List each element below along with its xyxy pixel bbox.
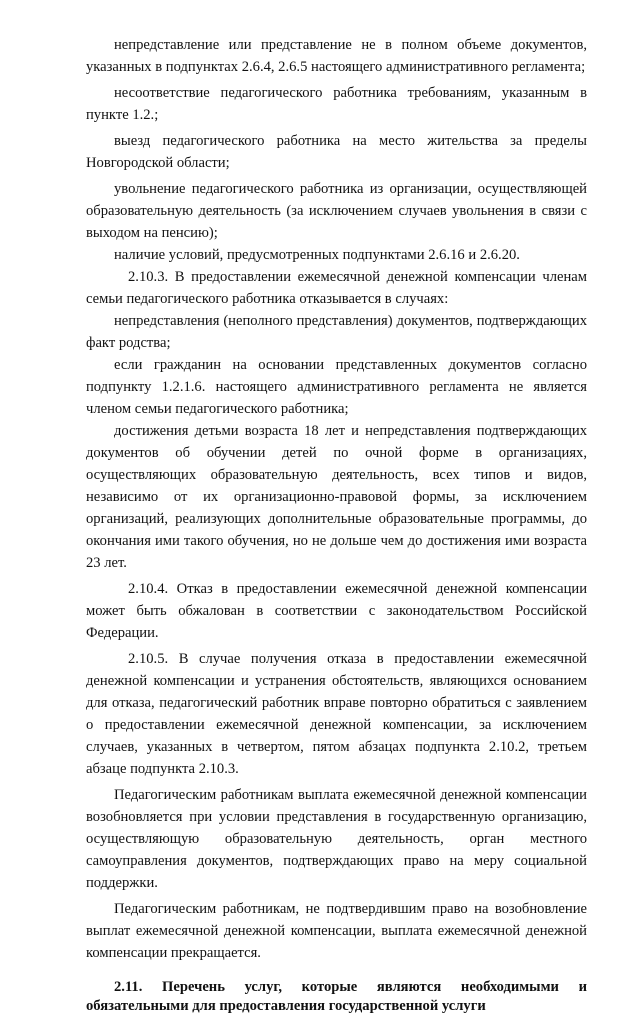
section-heading: 2.11. Перечень услуг, которые являются необходимыми и обязательными для предоставления государственной услуги [86,979,587,1014]
paragraph: непредставление или представление не в полном объеме документов, указанных в подпунктах 2.6.4, 2.6.5 настоящего административного регламента; [86,37,587,75]
paragraph: наличие условий, предусмотренных подпунктами 2.6.16 и 2.6.20. [114,247,520,263]
paragraph: достижения детьми возраста 18 лет и непредставления подтверждающих документов об обучении детей по очной форме в организациях, осуществляющих образовательную деятельность, всех типов и видов, независимо от их организационно-правовой формы, за исключением организаций, реализующих дополнительные образовательные программы, до окончания ими такого обучения, но не дольше чем до достижения ими возраста 23 лет. [86,423,587,571]
paragraph: непредставления (неполного представления) документов, подтверждающих факт родства; [86,313,587,351]
paragraph: если гражданин на основании представленных документов согласно подпункту 1.2.1.6. настоящего административного регламента не является членом семьи педагогического работника; [86,357,587,417]
paragraph: 2.10.4. Отказ в предоставлении ежемесячной денежной компенсации может быть обжалован в соответствии с законодательством Российской Федерации. [86,581,587,641]
paragraph: Педагогическим работникам выплата ежемесячной денежной компенсации возобновляется при условии представления в государственную организацию, осуществляющую образовательную деятельность, орган местного самоуправления документов, подтверждающих право на меру социальной поддержки. [86,787,587,891]
paragraph: Педагогическим работникам, не подтвердившим право на возобновление выплат ежемесячной денежной компенсации, выплата ежемесячной денежной компенсации прекращается. [86,901,587,961]
paragraph: выезд педагогического работника на место жительства за пределы Новгородской области; [86,133,587,171]
paragraph: несоответствие педагогического работника требованиям, указанным в пункте 1.2.; [86,85,587,123]
paragraph: 2.10.5. В случае получения отказа в предоставлении ежемесячной денежной компенсации и устранения обстоятельств, являющихся основанием для отказа, педагогический работник вправе повторно обратиться с заявлением о предоставлении ежемесячной денежной компенсации, за исключением случаев, указанных в четвертом, пятом абзацах подпункта 2.10.2, третьем абзаце подпункта 2.10.3. [86,651,587,777]
paragraph: 2.10.3. В предоставлении ежемесячной денежной компенсации членам семьи педагогического работника отказывается в случаях: [86,269,587,307]
paragraph: увольнение педагогического работника из организации, осуществляющей образовательную деятельность (за исключением случаев увольнения в связи с выходом на пенсию); [86,181,587,241]
